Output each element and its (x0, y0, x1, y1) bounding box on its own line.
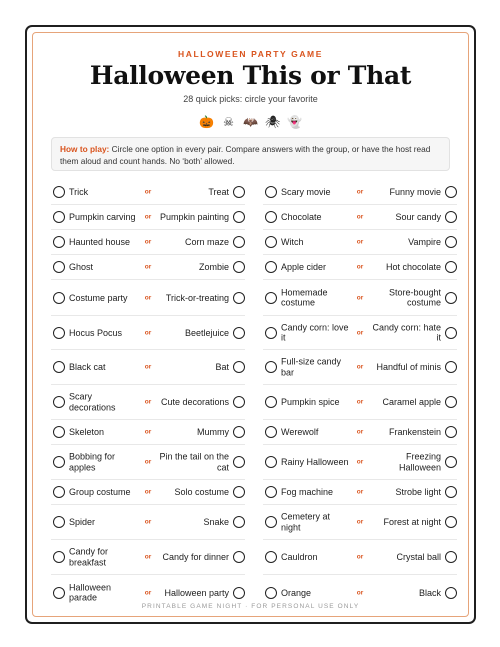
choice-circle-b[interactable] (445, 486, 457, 498)
footer-note: PRINTABLE GAME NIGHT · FOR PERSONAL USE ONLY (141, 603, 360, 610)
option-a-label: Halloween parade (69, 582, 112, 603)
option-b-label: Strobe light (395, 486, 441, 497)
choice-circle-b[interactable] (233, 587, 245, 599)
or-label: or (356, 488, 364, 496)
choice-circle-a[interactable] (53, 236, 65, 248)
or-label: or (356, 263, 364, 271)
choice-circle-b[interactable] (445, 186, 457, 198)
or-label: or (356, 188, 364, 196)
choice-circle-a[interactable] (53, 396, 65, 408)
or-label: or (356, 238, 364, 246)
pair-row (51, 420, 245, 445)
choice-circle-b[interactable] (233, 456, 245, 468)
pair-row (51, 255, 245, 280)
pair-row (51, 230, 245, 255)
choice-circle-a[interactable] (265, 292, 277, 304)
choice-circle-a[interactable] (53, 551, 65, 563)
choice-circle-b[interactable] (233, 396, 245, 408)
choice-circle-b[interactable] (445, 456, 457, 468)
option-a-label: Orange (281, 587, 312, 598)
pumpkin-icon: 🎃 (199, 115, 214, 129)
choice-circle-a[interactable] (265, 361, 277, 373)
pair-row (51, 445, 245, 480)
how-to-play-box (51, 137, 450, 171)
option-a-label: Black cat (69, 361, 106, 372)
pair-row (51, 180, 245, 205)
option-b-label: Bat (215, 361, 229, 372)
option-a-label: Bobbing for apples (69, 451, 116, 472)
option-a-label: Spider (69, 516, 96, 527)
or-label: or (356, 518, 364, 526)
choice-circle-a[interactable] (53, 261, 65, 273)
or-label: or (356, 428, 364, 436)
pair-row (263, 540, 457, 575)
or-label: or (144, 329, 152, 336)
option-b-label: Mummy (197, 426, 229, 437)
option-b-label: Halloween party (164, 587, 229, 598)
choice-circle-b[interactable] (233, 261, 245, 273)
option-a-label: Trick (69, 186, 89, 197)
or-label: or (144, 518, 152, 526)
option-a-label: Ghost (69, 261, 94, 272)
pair-row (51, 316, 245, 350)
option-b-label: Zombie (198, 261, 229, 272)
option-b-label: Corn maze (184, 236, 229, 247)
pair-row (51, 350, 245, 385)
or-label: or (144, 188, 152, 196)
option-b-label: Caramel apple (382, 396, 441, 407)
choice-circle-a[interactable] (265, 456, 277, 468)
ghost-icon: 👻 (287, 115, 302, 129)
option-a-label: Group costume (69, 486, 131, 497)
how-to-play-label: How to play: (60, 144, 110, 154)
or-label: or (356, 363, 364, 371)
choice-circle-b[interactable] (445, 587, 457, 599)
option-b-label: Candy corn: hate it (372, 322, 441, 343)
option-a-label: Haunted house (69, 236, 131, 247)
option-b-label: Snake (203, 516, 229, 527)
choice-circle-b[interactable] (233, 551, 245, 563)
pair-row (51, 205, 245, 230)
option-b-label: Handful of minis (376, 361, 441, 372)
choice-circle-b[interactable] (445, 361, 457, 373)
or-label: or (144, 488, 152, 496)
option-b-label: Hot chocolate (385, 261, 441, 272)
or-label: or (356, 294, 364, 301)
choice-circle-a[interactable] (265, 486, 277, 498)
or-label: or (144, 363, 152, 371)
option-a-label: Cauldron (281, 551, 318, 562)
pair-row (263, 480, 457, 505)
pair-row (263, 180, 457, 205)
choice-circle-a[interactable] (53, 426, 65, 438)
pair-row (263, 255, 457, 280)
option-b-label: Crystal ball (396, 551, 441, 562)
or-label: or (356, 553, 364, 561)
pair-row (263, 420, 457, 445)
option-a-label: Full-size candy bar (281, 356, 342, 377)
choice-circle-a[interactable] (53, 327, 65, 339)
or-label: or (356, 458, 364, 466)
choice-circle-a[interactable] (265, 236, 277, 248)
choice-circle-b[interactable] (233, 516, 245, 528)
choice-circle-b[interactable] (233, 211, 245, 223)
choice-circle-b[interactable] (233, 486, 245, 498)
how-to-play-text: Circle one option in every pair. Compare answers with the group, or have the host read them aloud and count hands. No ‘both’ allowed. (60, 144, 431, 166)
choice-circle-a[interactable] (265, 587, 277, 599)
option-b-label: Freezing Halloween (398, 451, 441, 472)
option-a-label: Costume party (69, 292, 128, 303)
or-label: or (144, 553, 152, 561)
choice-circle-b[interactable] (445, 516, 457, 528)
option-a-label: Fog machine (281, 486, 334, 497)
pair-row (263, 385, 457, 420)
option-a-label: Witch (281, 236, 304, 247)
choice-circle-b[interactable] (445, 236, 457, 248)
choice-circle-b[interactable] (233, 186, 245, 198)
pair-row (263, 316, 457, 350)
choice-circle-b[interactable] (445, 396, 457, 408)
choice-circle-a[interactable] (265, 211, 277, 223)
pair-row (51, 280, 245, 316)
option-a-label: Chocolate (281, 211, 322, 222)
or-label: or (356, 213, 364, 221)
choice-circle-b[interactable] (445, 211, 457, 223)
choice-circle-a[interactable] (53, 186, 65, 198)
icon-row (33, 115, 468, 129)
or-label: or (356, 398, 364, 406)
pair-row (263, 445, 457, 480)
choice-circle-a[interactable] (53, 211, 65, 223)
pairs-column-right (263, 180, 457, 610)
option-b-label: Vampire (408, 236, 441, 247)
skull-icon: ☠ (223, 115, 234, 129)
pair-row (51, 540, 245, 575)
pair-row (263, 205, 457, 230)
option-a-label: Candy for breakfast (69, 546, 109, 567)
bat-icon: 🦇 (243, 115, 258, 129)
page-title: Halloween This or That (89, 61, 412, 90)
choice-circle-b[interactable] (445, 292, 457, 304)
option-a-label: Hocus Pocus (69, 327, 123, 338)
or-label: or (356, 329, 364, 336)
option-a-label: Scary decorations (69, 391, 116, 412)
pair-row (263, 230, 457, 255)
spider-icon: 🕷 (264, 115, 281, 129)
option-b-label: Store-bought costume (388, 287, 441, 308)
choice-circle-a[interactable] (265, 551, 277, 563)
eyebrow-label: HALLOWEEN PARTY GAME (177, 49, 324, 59)
choice-circle-a[interactable] (265, 327, 277, 339)
choice-circle-a[interactable] (265, 396, 277, 408)
option-b-label: Beetlejuice (184, 327, 229, 338)
choice-circle-b[interactable] (445, 261, 457, 273)
pair-row (51, 480, 245, 505)
choice-circle-b[interactable] (233, 426, 245, 438)
or-label: or (144, 589, 152, 596)
or-label: or (144, 428, 152, 436)
option-b-label: Frankenstein (388, 426, 441, 437)
pair-row (51, 385, 245, 420)
choice-circle-a[interactable] (53, 587, 65, 599)
pair-row (51, 505, 245, 540)
option-b-label: Cute decorations (160, 396, 229, 407)
option-b-label: Forest at night (383, 516, 441, 527)
option-b-label: Funny movie (389, 186, 441, 197)
choice-circle-a[interactable] (53, 486, 65, 498)
option-b-label: Black (418, 587, 441, 598)
option-a-label: Rainy Halloween (281, 456, 349, 467)
choice-circle-a[interactable] (53, 292, 65, 304)
choice-circle-a[interactable] (265, 516, 277, 528)
choice-circle-a[interactable] (265, 426, 277, 438)
choice-circle-b[interactable] (445, 426, 457, 438)
inner-border (32, 32, 469, 617)
choice-circle-a[interactable] (265, 186, 277, 198)
option-b-label: Pumpkin painting (159, 211, 229, 222)
option-a-label: Werewolf (281, 426, 319, 437)
pair-row (263, 505, 457, 540)
option-b-label: Treat (208, 186, 229, 197)
option-b-label: Trick-or-treating (165, 292, 229, 303)
option-a-label: Homemade costume (281, 287, 328, 308)
choice-circle-b[interactable] (445, 327, 457, 339)
option-a-label: Pumpkin spice (281, 396, 340, 407)
option-b-label: Pin the tail on the cat (159, 451, 229, 472)
choice-circle-a[interactable] (53, 516, 65, 528)
choice-circle-a[interactable] (53, 361, 65, 373)
or-label: or (144, 213, 152, 221)
option-a-label: Scary movie (281, 186, 331, 197)
game-sheet (25, 25, 476, 624)
option-b-label: Sour candy (395, 211, 441, 222)
page-subtitle: 28 quick picks: circle your favorite (183, 94, 318, 104)
option-a-label: Skeleton (69, 426, 105, 437)
or-label: or (144, 398, 152, 406)
choice-circle-b[interactable] (233, 292, 245, 304)
or-label: or (144, 263, 152, 271)
or-label: or (144, 238, 152, 246)
or-label: or (144, 458, 152, 466)
pair-row (263, 350, 457, 385)
pair-row (263, 280, 457, 316)
option-b-label: Candy for dinner (162, 551, 229, 562)
or-label: or (356, 589, 364, 596)
choice-circle-b[interactable] (233, 361, 245, 373)
choice-circle-b[interactable] (445, 551, 457, 563)
option-a-label: Cemetery at night (281, 511, 331, 532)
option-b-label: Solo costume (174, 486, 229, 497)
choice-circle-b[interactable] (233, 236, 245, 248)
choice-circle-a[interactable] (53, 456, 65, 468)
choice-circle-b[interactable] (233, 327, 245, 339)
or-label: or (144, 294, 152, 301)
option-a-label: Apple cider (281, 261, 327, 272)
option-a-label: Candy corn: love it (281, 322, 349, 343)
pairs-column-left (51, 180, 245, 610)
choice-circle-a[interactable] (265, 261, 277, 273)
option-a-label: Pumpkin carving (69, 211, 136, 222)
